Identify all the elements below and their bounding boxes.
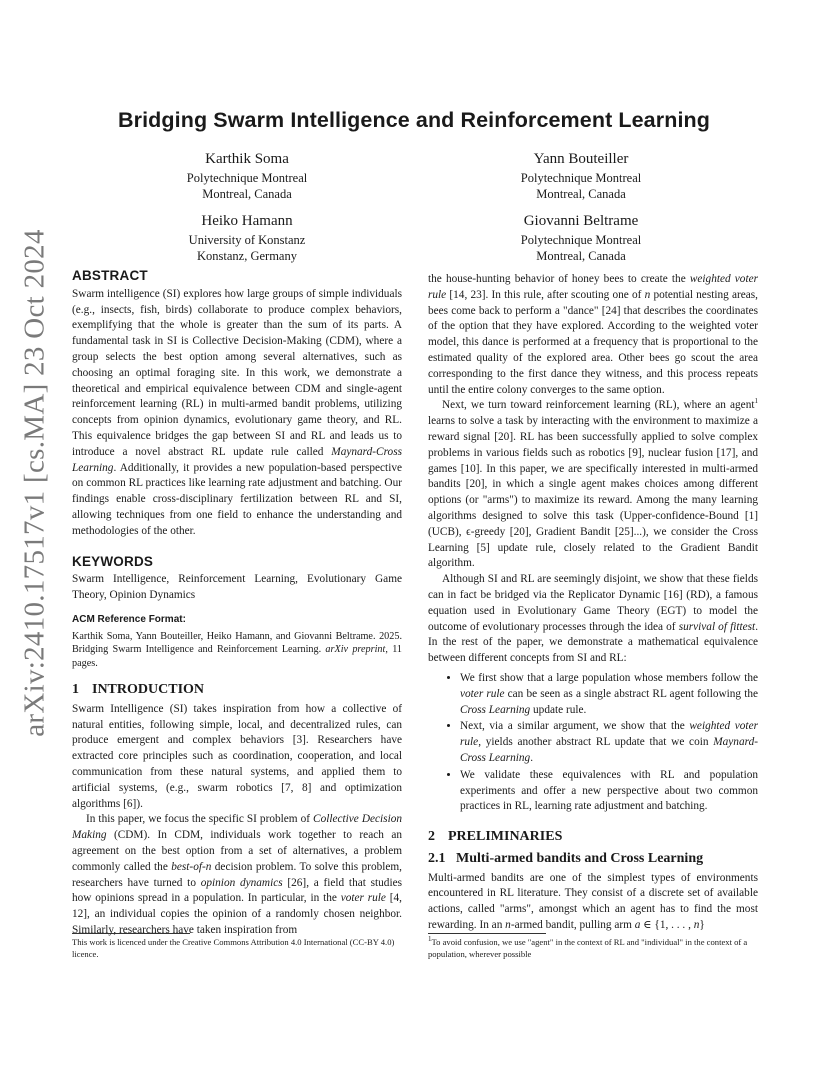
author-block bbox=[451, 148, 711, 202]
intro-paragraph: In this paper, we focus the specific SI problem of Collective Decision Making (CDM). In CDM, individuals work together to reach an agreement on the best option from a set of alternatives, a problem commonly called the best-of-n decision problem. To solve this problem, researchers have turned to opinion dynamics [26], a field that studies how opinions spread in a population. In particular, in the voter rule [4, 12], an individual copies the opinion of a randomly chosen neighbor. Similarly, researchers have taken inspiration from bbox=[72, 813, 402, 936]
keywords-heading: KEYWORDS bbox=[72, 553, 154, 569]
arxiv-identifier-stamp bbox=[18, 228, 51, 737]
section-heading-preliminaries: 2 PRELIMINARIES bbox=[428, 829, 563, 845]
acm-reference-heading: ACM Reference Format: bbox=[72, 613, 186, 625]
footnote-marker: 1 bbox=[754, 397, 758, 406]
author-location: Montreal, Canada bbox=[536, 249, 626, 263]
list-item: • Next, via a similar argument, we show that the weighted voter rule, yields another abstract RL update that we coin Maynard-Cross Learning. bbox=[460, 719, 758, 766]
author-block bbox=[117, 210, 377, 264]
abstract-heading: ABSTRACT bbox=[72, 268, 148, 283]
left-column bbox=[72, 268, 402, 939]
right-column bbox=[428, 272, 758, 934]
arxiv-id-text: arXiv:2410.17517v1 [cs.MA] 23 Oct 2024 bbox=[18, 228, 51, 737]
intro-paragraph: Swarm Intelligence (SI) takes inspiration from how a collective of natural entities, following simple, local, and decentralized rules, can produce emergent and complex behaviors [3]. Researchers have extracted core principles such as coordination, cooperation, and local communication from these natural systems, and applied them to artificial systems, (e.g., swarm robotics [7, 8] and optimization algorithms [6]). bbox=[72, 702, 402, 810]
contribution-list bbox=[428, 671, 758, 815]
author-block bbox=[117, 148, 377, 202]
paper-title: Bridging Swarm Intelligence and Reinforcement Learning bbox=[118, 108, 710, 132]
subsection-heading: 2.1 Multi-armed bandits and Cross Learning bbox=[428, 850, 704, 866]
acm-reference-text: Karthik Soma, Yann Bouteiller, Heiko Hamann, and Giovanni Beltrame. 2025. Bridging Swarm Intelligence and Reinforcement Learning. arXiv preprint, 11 pages. bbox=[72, 630, 402, 669]
author-affiliation: Polytechnique Montreal bbox=[520, 233, 642, 247]
footnote-rule bbox=[72, 933, 190, 934]
abstract-text: Swarm intelligence (SI) explores how large groups of simple individuals (e.g., insects, fish, birds) collaborate to produce complex behaviors, exemplifying that the whole is greater than the sum of its parts. A fundamental task in SI is Collective Decision-Making (CDM), where a group selects the best option among several alternatives, such as choosing an optimal foraging site. In this work, we demonstrate a theoretical and empirical equivalence between CDM and single-agent reinforcement learning (RL) in multi-armed bandit problems, utilizing concepts from opinion dynamics, evolutionary game theory, and RL. This equivalence bridges the gap between SI and RL and leads us to introduce a novel abstract RL update rule called Maynard-Cross Learning. Additionally, it provides a new population-based perspective on common RL practices like learning rate adjustment and batching. Our findings enable cross-disciplinary fertilization between RL and SI, allowing techniques from one field to enhance the understanding and methodologies of the other. bbox=[72, 287, 402, 537]
body-paragraph: Although SI and RL are seemingly disjoint, we show that these fields can in fact be bridged via the Replicator Dynamic [16] (RD), a famous equation used in Evolutionary Game Theory (EGT) to model the outcome of evolutionary processes through the idea of survival of fittest. In the rest of the paper, we demonstrate a mathematical equivalence between different concepts from SI and RL: bbox=[428, 573, 759, 665]
author-affiliation: University of Konstanz bbox=[188, 233, 306, 247]
author-name: Heiko Hamann bbox=[201, 213, 293, 229]
author-name: Giovanni Beltrame bbox=[523, 213, 639, 229]
author-location: Montreal, Canada bbox=[536, 187, 626, 201]
body-paragraph: Multi-armed bandits are one of the simplest types of environments encountered in RL literature. They consist of a discrete set of available actions, called "arms", amongst which an agent has to find the most rewarding. In an n-armed bandit, pulling arm a ∈ {1, . . . , n} bbox=[428, 871, 758, 932]
footnote: $^1$To avoid confusion, we use "agent" in the context of RL and "individual" in the context of a population, wherever possible bbox=[428, 935, 748, 959]
author-affiliation: Polytechnique Montreal bbox=[186, 171, 308, 185]
author-location: Montreal, Canada bbox=[202, 187, 292, 201]
body-paragraph: Next, we turn toward reinforcement learning (RL), where an agent$^1$ learns to solve a task by interacting with the environment to maximize a reward signal [20]. RL has been successfully applied to solve complex problems in various fields such as robotics [9], nuclear fusion [17], and games [10]. In this paper, we are specifically interested in multi-armed bandits [20], in which a single agent makes choices among different options (or "arms") to maximize its reward. Among the many learning algorithms designed to solve this task (Upper-confidence-Bound [1] (UCB), ϵ-greedy [20], Gradient Bandit [25]...), we consider the Cross Learning [5] update rule, closely related to the Gradient Bandit algorithm. bbox=[428, 397, 758, 570]
author-name: Karthik Soma bbox=[205, 151, 289, 167]
author-affiliation: Polytechnique Montreal bbox=[520, 171, 642, 185]
footnote-rule bbox=[428, 933, 546, 934]
list-item: • We validate these equivalences with RL and population experiments and offer a new perspective about two common practices in RL, learning rate adjustment and batching. bbox=[460, 768, 758, 815]
list-item: • We first show that a large population whose members follow the voter rule can be seen as a single abstract RL agent following the Cross Learning update rule. bbox=[460, 671, 758, 718]
section-heading-introduction: 1 INTRODUCTION bbox=[72, 681, 205, 697]
license-footnote: This work is licenced under the Creative Commons Attribution 4.0 International (CC-BY 4.0) licence. bbox=[72, 937, 395, 959]
keywords-text: Swarm Intelligence, Reinforcement Learning, Evolutionary Game Theory, Opinion Dynamics bbox=[72, 573, 402, 602]
body-paragraph: the house-hunting behavior of honey bees to create the weighted voter rule [14, 23]. In this rule, after scouting one of n potential nesting areas, bees come back to perform a "dance" [24] that describes the coordinates of the option that they have explored. According to the weighted voter model, this dance is performed at a frequency that is proportional to the estimated quality of the explored area. Other bees go scout the area corresponding to the first dance they witness, and this process repeats until the entire colony converges to the same option. bbox=[428, 273, 758, 396]
author-location: Konstanz, Germany bbox=[197, 249, 297, 263]
author-block bbox=[451, 210, 711, 264]
author-name: Yann Bouteiller bbox=[533, 151, 629, 167]
